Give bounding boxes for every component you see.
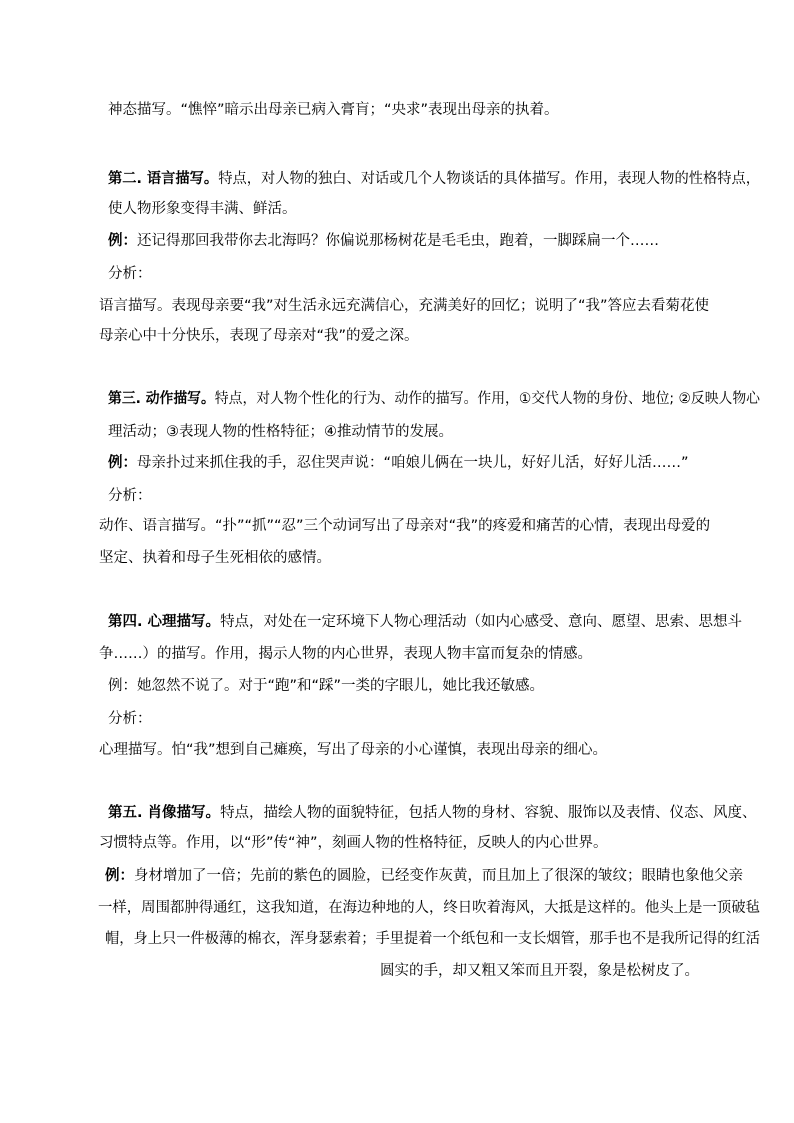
section-3-analysis-label: 分析： [108,488,152,504]
section-title: 第五. 肖像描写。 [108,805,221,821]
section-title: 第二. 语言描写。 [108,171,219,187]
section-5-example-4: 圆实的手，却又粗又笨而且开裂，象是松树皮了。 [380,963,699,979]
section-2-analysis-1: 语言描写。表现母亲要“我”对生活永远充满信心，充满美好的回忆；说明了“我”答应去看菊花使 [99,298,710,314]
example-text: 还记得那回我带你去北海吗？你偏说那杨树花是毛毛虫，跑着，一脚踩扁一个…… [137,233,659,249]
example-label: 例： [105,868,134,884]
section-title: 第三. 动作描写。 [108,391,215,407]
section-4-line-1 [108,612,742,632]
section-title: 第四. 心理描写。 [108,614,221,630]
section-4-analysis-label: 分析： [108,711,152,727]
section-body: 特点，对人物个性化的行为、动作的描写。作用，①交代人物的身份、地位; ②反映人物心 [214,391,760,407]
section-5-line-2: 习惯特点等。作用，以“形”传“神”，刻画人物的性格特征，反映人的内心世界。 [99,835,608,851]
example-label: 例： [108,233,137,249]
section-5-example-2: 一样，周围都肿得通红，这我知道，在海边种地的人，终日吹着海风，大抵是这样的。他头上是一顶破毡 [98,900,760,916]
example-text: 身材增加了一倍；先前的紫色的圆脸，已经变作灰黄，而且加上了很深的皱纹；眼睛也象他父亲 [134,868,743,884]
section-3-analysis-1: 动作、语言描写。“扑”“抓”“忍”三个动词写出了母亲对“我”的疼爱和痛苦的心情，表现出母爱的 [99,518,711,534]
opening-line: 神态描写。“憔悴”暗示出母亲已病入膏肓；“央求”表现出母亲的执着。 [108,102,559,118]
section-2-analysis-label: 分析： [108,266,152,282]
section-5-line-1 [108,803,757,823]
example-text: 母亲扑过来抓住我的手，忍住哭声说：“咱娘儿俩在一块儿，好好儿活，好好儿活……” [137,455,689,471]
section-3-analysis-2: 坚定、执着和母子生死相依的感情。 [99,550,331,566]
section-4-analysis-1: 心理描写。怕“我”想到自己瘫痪，写出了母亲的小心谨慎，表现出母亲的细心。 [99,742,608,758]
example-label: 例： [108,678,137,694]
example-label: 例： [108,455,137,471]
section-3-example [108,453,689,473]
section-5-example-3: 帽，身上只一件极薄的棉衣，浑身瑟索着；手里提着一个纸包和一支长烟管，那手也不是我所记得的红活 [105,931,760,947]
section-4-example [108,676,544,696]
section-4-line-2: 争……）的描写。作用，揭示人物的内心世界，表现人物丰富而复杂的情感。 [99,646,592,662]
section-body: 特点，对人物的独白、对话或几个人物谈话的具体描写。作用，表现人物的性格特点， [218,171,760,187]
example-text: 她忽然不说了。对于“跑”和“踩”一类的字眼儿，她比我还敏感。 [137,678,545,694]
section-2-analysis-2: 母亲心中十分快乐，表现了母亲对“我”的爱之深。 [99,328,419,344]
section-3-line-2: 理活动；③表现人物的性格特征；④推动情节的发展。 [108,424,453,440]
section-3-line-1 [108,389,760,409]
section-2-example [108,231,659,251]
section-2-line-2: 使人物形象变得丰满、鲜活。 [108,201,297,217]
section-body: 特点，描绘人物的面貌特征，包括人物的身材、容貌、服饰以及表情、仪态、风度、 [220,805,757,821]
section-2-line-1 [108,169,760,189]
section-body: 特点，对处在一定环境下人物心理活动（如内心感受、意向、愿望、思索、思想斗 [220,614,743,630]
section-5-example-1 [105,866,743,886]
